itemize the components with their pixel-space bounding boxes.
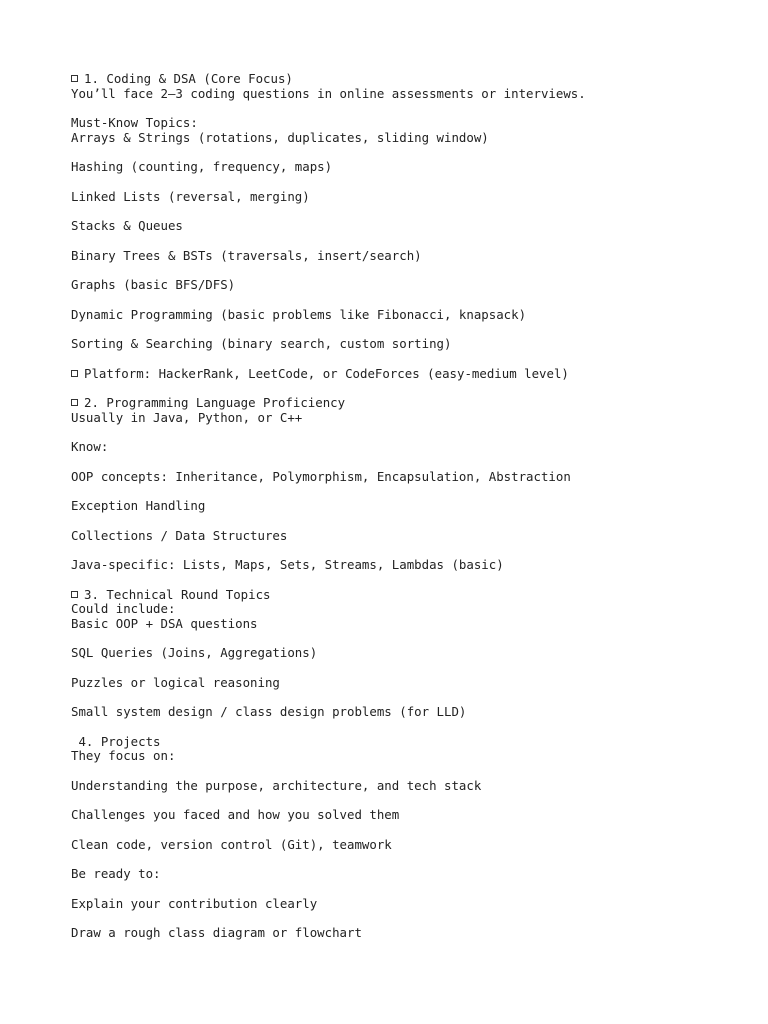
focus-item: Clean code, version control (Git), teamwork: [71, 836, 392, 852]
focus-item: Understanding the purpose, architecture, and tech stack: [71, 777, 482, 793]
section-1-heading: 1. Coding & DSA (Core Focus): [84, 71, 293, 86]
know-item: Collections / Data Structures: [71, 527, 288, 543]
topic-item: Binary Trees & BSTs (traversals, insert/search): [71, 247, 422, 263]
missing-glyph-box-icon: [71, 591, 78, 598]
missing-glyph-box-icon: [71, 399, 78, 406]
technical-item: Small system design / class design problems (for LLD): [71, 704, 467, 720]
know-item: Exception Handling: [71, 498, 206, 514]
section-3-heading: 3. Technical Round Topics: [84, 586, 271, 602]
focus-label: They focus on:: [71, 748, 176, 764]
ready-item: Explain your contribution clearly: [71, 895, 318, 911]
section-4-heading: 4. Projects: [71, 733, 161, 749]
section-2-heading-line: [71, 396, 751, 411]
topic-item: Arrays & Strings (rotations, duplicates, sliding window): [71, 129, 489, 145]
know-item: OOP concepts: Inheritance, Polymorphism, Encapsulation, Abstraction: [71, 468, 571, 484]
focus-item: Challenges you faced and how you solved them: [71, 807, 400, 823]
missing-glyph-box-icon: [71, 75, 78, 82]
ready-item: Draw a rough class diagram or flowchart: [71, 925, 362, 941]
section-1-intro: You’ll face 2–3 coding questions in online assessments or interviews.: [71, 85, 586, 101]
section-2-heading: 2. Programming Language Proficiency: [84, 395, 346, 411]
section-2-intro: Usually in Java, Python, or C++: [71, 409, 303, 425]
topic-item: Dynamic Programming (basic problems like Fibonacci, knapsack): [71, 306, 527, 322]
topic-item: Stacks & Queues: [71, 218, 183, 234]
missing-glyph-box-icon: [71, 370, 78, 377]
section-3-heading-line: [71, 588, 751, 603]
document-body: [71, 72, 751, 941]
must-know-label: Must-Know Topics:: [71, 115, 198, 131]
platform-text: Platform: HackerRank, LeetCode, or CodeForces (easy-medium level): [84, 365, 569, 381]
section-1-heading-line: [71, 72, 751, 87]
platform-line: [71, 367, 751, 382]
know-label: Know:: [71, 439, 109, 455]
topic-item: Graphs (basic BFS/DFS): [71, 277, 236, 293]
technical-item: Puzzles or logical reasoning: [71, 674, 280, 690]
know-item: Java-specific: Lists, Maps, Sets, Streams, Lambdas (basic): [71, 557, 504, 573]
could-include-label: Could include:: [71, 601, 176, 617]
technical-item: Basic OOP + DSA questions: [71, 615, 258, 631]
topic-item: Hashing (counting, frequency, maps): [71, 159, 333, 175]
ready-label: Be ready to:: [71, 866, 161, 882]
technical-item: SQL Queries (Joins, Aggregations): [71, 645, 318, 661]
topic-item: Linked Lists (reversal, merging): [71, 188, 310, 204]
topic-item: Sorting & Searching (binary search, custom sorting): [71, 336, 452, 352]
